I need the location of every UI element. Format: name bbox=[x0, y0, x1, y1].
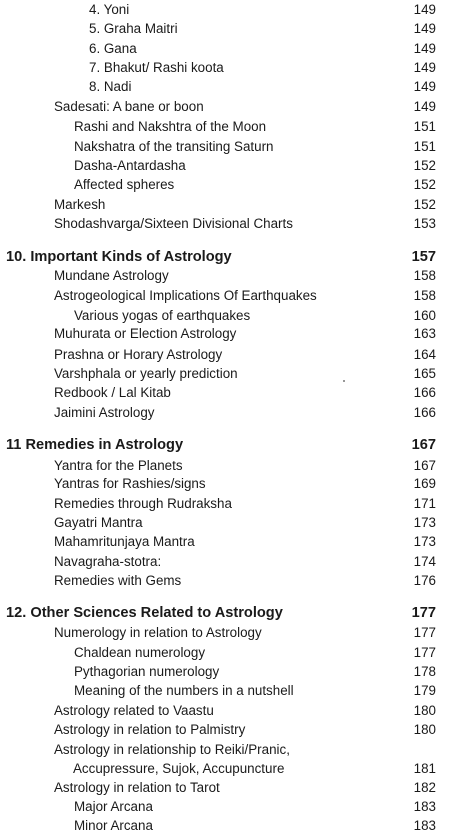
toc-entry bbox=[0, 623, 460, 642]
toc-entry bbox=[0, 345, 460, 364]
toc-page-number: 180 bbox=[413, 703, 436, 718]
toc-entry bbox=[0, 681, 460, 700]
toc-page-number: 151 bbox=[413, 139, 436, 154]
toc-entry-title: 12. Other Sciences Related to Astrology bbox=[6, 605, 283, 621]
toc-page-number: 176 bbox=[413, 573, 436, 588]
toc-entry-title: Meaning of the numbers in a nutshell bbox=[74, 683, 294, 698]
toc-page-number: 178 bbox=[413, 664, 436, 679]
toc-page-number: 183 bbox=[413, 818, 436, 833]
toc-page-number: 167 bbox=[411, 437, 436, 453]
toc-entry bbox=[0, 117, 460, 136]
toc-entry-title: 6. Gana bbox=[89, 41, 137, 56]
toc-page-number: 157 bbox=[411, 249, 436, 265]
toc-entry-title: 4. Yoni bbox=[89, 2, 130, 17]
toc-entry-title: Major Arcana bbox=[74, 799, 153, 814]
toc-entry-title: Astrology in relationship to Reiki/Pranic, bbox=[54, 742, 290, 757]
toc-page-number: 152 bbox=[413, 197, 436, 212]
toc-entry-title: Prashna or Horary Astrology bbox=[54, 347, 223, 362]
toc-entry bbox=[0, 97, 460, 116]
toc-page-number: 181 bbox=[413, 761, 436, 776]
toc-page-number: 149 bbox=[413, 79, 436, 94]
toc-entry bbox=[0, 740, 460, 759]
toc-entry bbox=[0, 643, 460, 662]
toc-entry bbox=[0, 778, 460, 797]
toc-entry-title: Mundane Astrology bbox=[54, 268, 169, 283]
chapter-heading bbox=[0, 603, 460, 624]
toc-entry bbox=[0, 214, 460, 233]
toc-entry bbox=[0, 759, 460, 778]
toc-entry-title: Dasha-Antardasha bbox=[74, 158, 186, 173]
toc-page-number: 173 bbox=[413, 515, 436, 530]
toc-entry-title: Accupressure, Sujok, Accupuncture bbox=[73, 761, 285, 776]
toc-page-number: 158 bbox=[413, 268, 436, 283]
toc-page-number: 171 bbox=[413, 496, 436, 511]
toc-page-number: 152 bbox=[413, 158, 436, 173]
toc-entry-title: Yantras for Rashies/signs bbox=[54, 476, 206, 491]
toc-page-number: 179 bbox=[413, 683, 436, 698]
toc-entry-title: 5. Graha Maitri bbox=[89, 21, 178, 36]
toc-entry-title: Affected spheres bbox=[74, 177, 175, 192]
toc-entry bbox=[0, 19, 460, 38]
toc-page-number: 167 bbox=[413, 458, 436, 473]
toc-page-number: 166 bbox=[413, 385, 436, 400]
chapter-heading bbox=[0, 435, 460, 456]
toc-page-number: 158 bbox=[413, 288, 436, 303]
toc-entry-title: Astrology in relation to Tarot bbox=[54, 780, 220, 795]
toc-entry-title: 11 Remedies in Astrology bbox=[6, 437, 184, 453]
toc-page-number: 160 bbox=[413, 308, 436, 323]
toc-entry bbox=[0, 701, 460, 720]
toc-entry-title: Numerology in relation to Astrology bbox=[54, 625, 262, 640]
toc-page-number: 149 bbox=[413, 2, 436, 17]
toc-entry-title: 7. Bhakut/ Rashi koota bbox=[89, 60, 224, 75]
toc-entry-title: Remedies through Rudraksha bbox=[54, 496, 232, 511]
toc-entry-title: Yantra for the Planets bbox=[54, 458, 183, 473]
toc-entry-title: Minor Arcana bbox=[74, 818, 153, 833]
toc-entry bbox=[0, 58, 460, 77]
toc-entry bbox=[0, 532, 460, 551]
toc-entry bbox=[0, 797, 460, 816]
toc-page-number: 177 bbox=[411, 605, 436, 621]
toc-entry bbox=[0, 816, 460, 835]
toc-page-number: 183 bbox=[413, 799, 436, 814]
toc-entry bbox=[0, 403, 460, 422]
toc-entry-title: Various yogas of earthquakes bbox=[74, 308, 251, 323]
toc-entry-title: Gayatri Mantra bbox=[54, 515, 143, 530]
toc-page-number: 182 bbox=[413, 780, 436, 795]
toc-entry-title: Pythagorian numerology bbox=[74, 664, 220, 679]
toc-page-number: 180 bbox=[413, 722, 436, 737]
toc-entry bbox=[0, 306, 460, 325]
toc-entry-title: Navagraha-stotra: bbox=[54, 554, 162, 569]
print-speck bbox=[343, 380, 345, 382]
toc-entry-title: Varshphala or yearly prediction bbox=[54, 366, 238, 381]
toc-entry-title: Muhurata or Election Astrology bbox=[54, 326, 237, 341]
toc-page-number: 151 bbox=[413, 119, 436, 134]
toc-entry bbox=[0, 137, 460, 156]
toc-entry-title: Jaimini Astrology bbox=[54, 405, 155, 420]
toc-entry bbox=[0, 364, 460, 383]
toc-entry bbox=[0, 474, 460, 493]
toc-entry bbox=[0, 77, 460, 96]
toc-page-number: 177 bbox=[413, 645, 436, 660]
toc-entry-title: Mahamritunjaya Mantra bbox=[54, 534, 195, 549]
toc-entry bbox=[0, 720, 460, 739]
toc-page-number: 177 bbox=[413, 625, 436, 640]
toc-page-number: 163 bbox=[413, 326, 436, 341]
toc-entry bbox=[0, 494, 460, 513]
toc-entry-title: 8. Nadi bbox=[89, 79, 132, 94]
toc-page-number: 149 bbox=[413, 21, 436, 36]
toc-page-number: 174 bbox=[413, 554, 436, 569]
toc-entry-title: Markesh bbox=[54, 197, 106, 212]
toc-entry bbox=[0, 571, 460, 590]
toc-page-number: 149 bbox=[413, 99, 436, 114]
toc-entry-title: Chaldean numerology bbox=[74, 645, 206, 660]
toc-page-number: 149 bbox=[413, 41, 436, 56]
toc-entry-title: Sadesati: A bane or boon bbox=[54, 99, 204, 114]
toc-entry-title: Astrology in relation to Palmistry bbox=[54, 722, 246, 737]
toc-entry bbox=[0, 156, 460, 175]
toc-entry-title: Astrogeological Implications Of Earthquakes bbox=[54, 288, 317, 303]
toc-entry-title: Shodashvarga/Sixteen Divisional Charts bbox=[54, 216, 293, 231]
toc-page-number: 164 bbox=[413, 347, 436, 362]
toc-entry-title: Astrology related to Vaastu bbox=[54, 703, 214, 718]
toc-page-number: 166 bbox=[413, 405, 436, 420]
toc-entry-title: Remedies with Gems bbox=[54, 573, 182, 588]
toc-entry-title: Nakshatra of the transiting Saturn bbox=[74, 139, 274, 154]
toc-page-number: 152 bbox=[413, 177, 436, 192]
toc-entry bbox=[0, 662, 460, 681]
toc-page-number: 165 bbox=[413, 366, 436, 381]
toc-entry-title: Rashi and Nakshtra of the Moon bbox=[74, 119, 267, 134]
toc-entry-title: Redbook / Lal Kitab bbox=[54, 385, 171, 400]
toc-entry bbox=[0, 552, 460, 571]
toc-entry-title: 10. Important Kinds of Astrology bbox=[6, 249, 232, 265]
toc-entry bbox=[0, 456, 460, 475]
toc-page-number: 169 bbox=[413, 476, 436, 491]
toc-page-number: 149 bbox=[413, 60, 436, 75]
toc-entry bbox=[0, 175, 460, 194]
toc-entry bbox=[0, 195, 460, 214]
toc-entry bbox=[0, 513, 460, 532]
chapter-heading bbox=[0, 247, 460, 268]
toc-entry bbox=[0, 266, 460, 285]
toc-page-number: 173 bbox=[413, 534, 436, 549]
toc-entry bbox=[0, 39, 460, 58]
toc-entry bbox=[0, 0, 460, 19]
toc-entry bbox=[0, 383, 460, 402]
toc-entry bbox=[0, 286, 460, 305]
toc-entry bbox=[0, 324, 460, 343]
toc-page-number: 153 bbox=[413, 216, 436, 231]
